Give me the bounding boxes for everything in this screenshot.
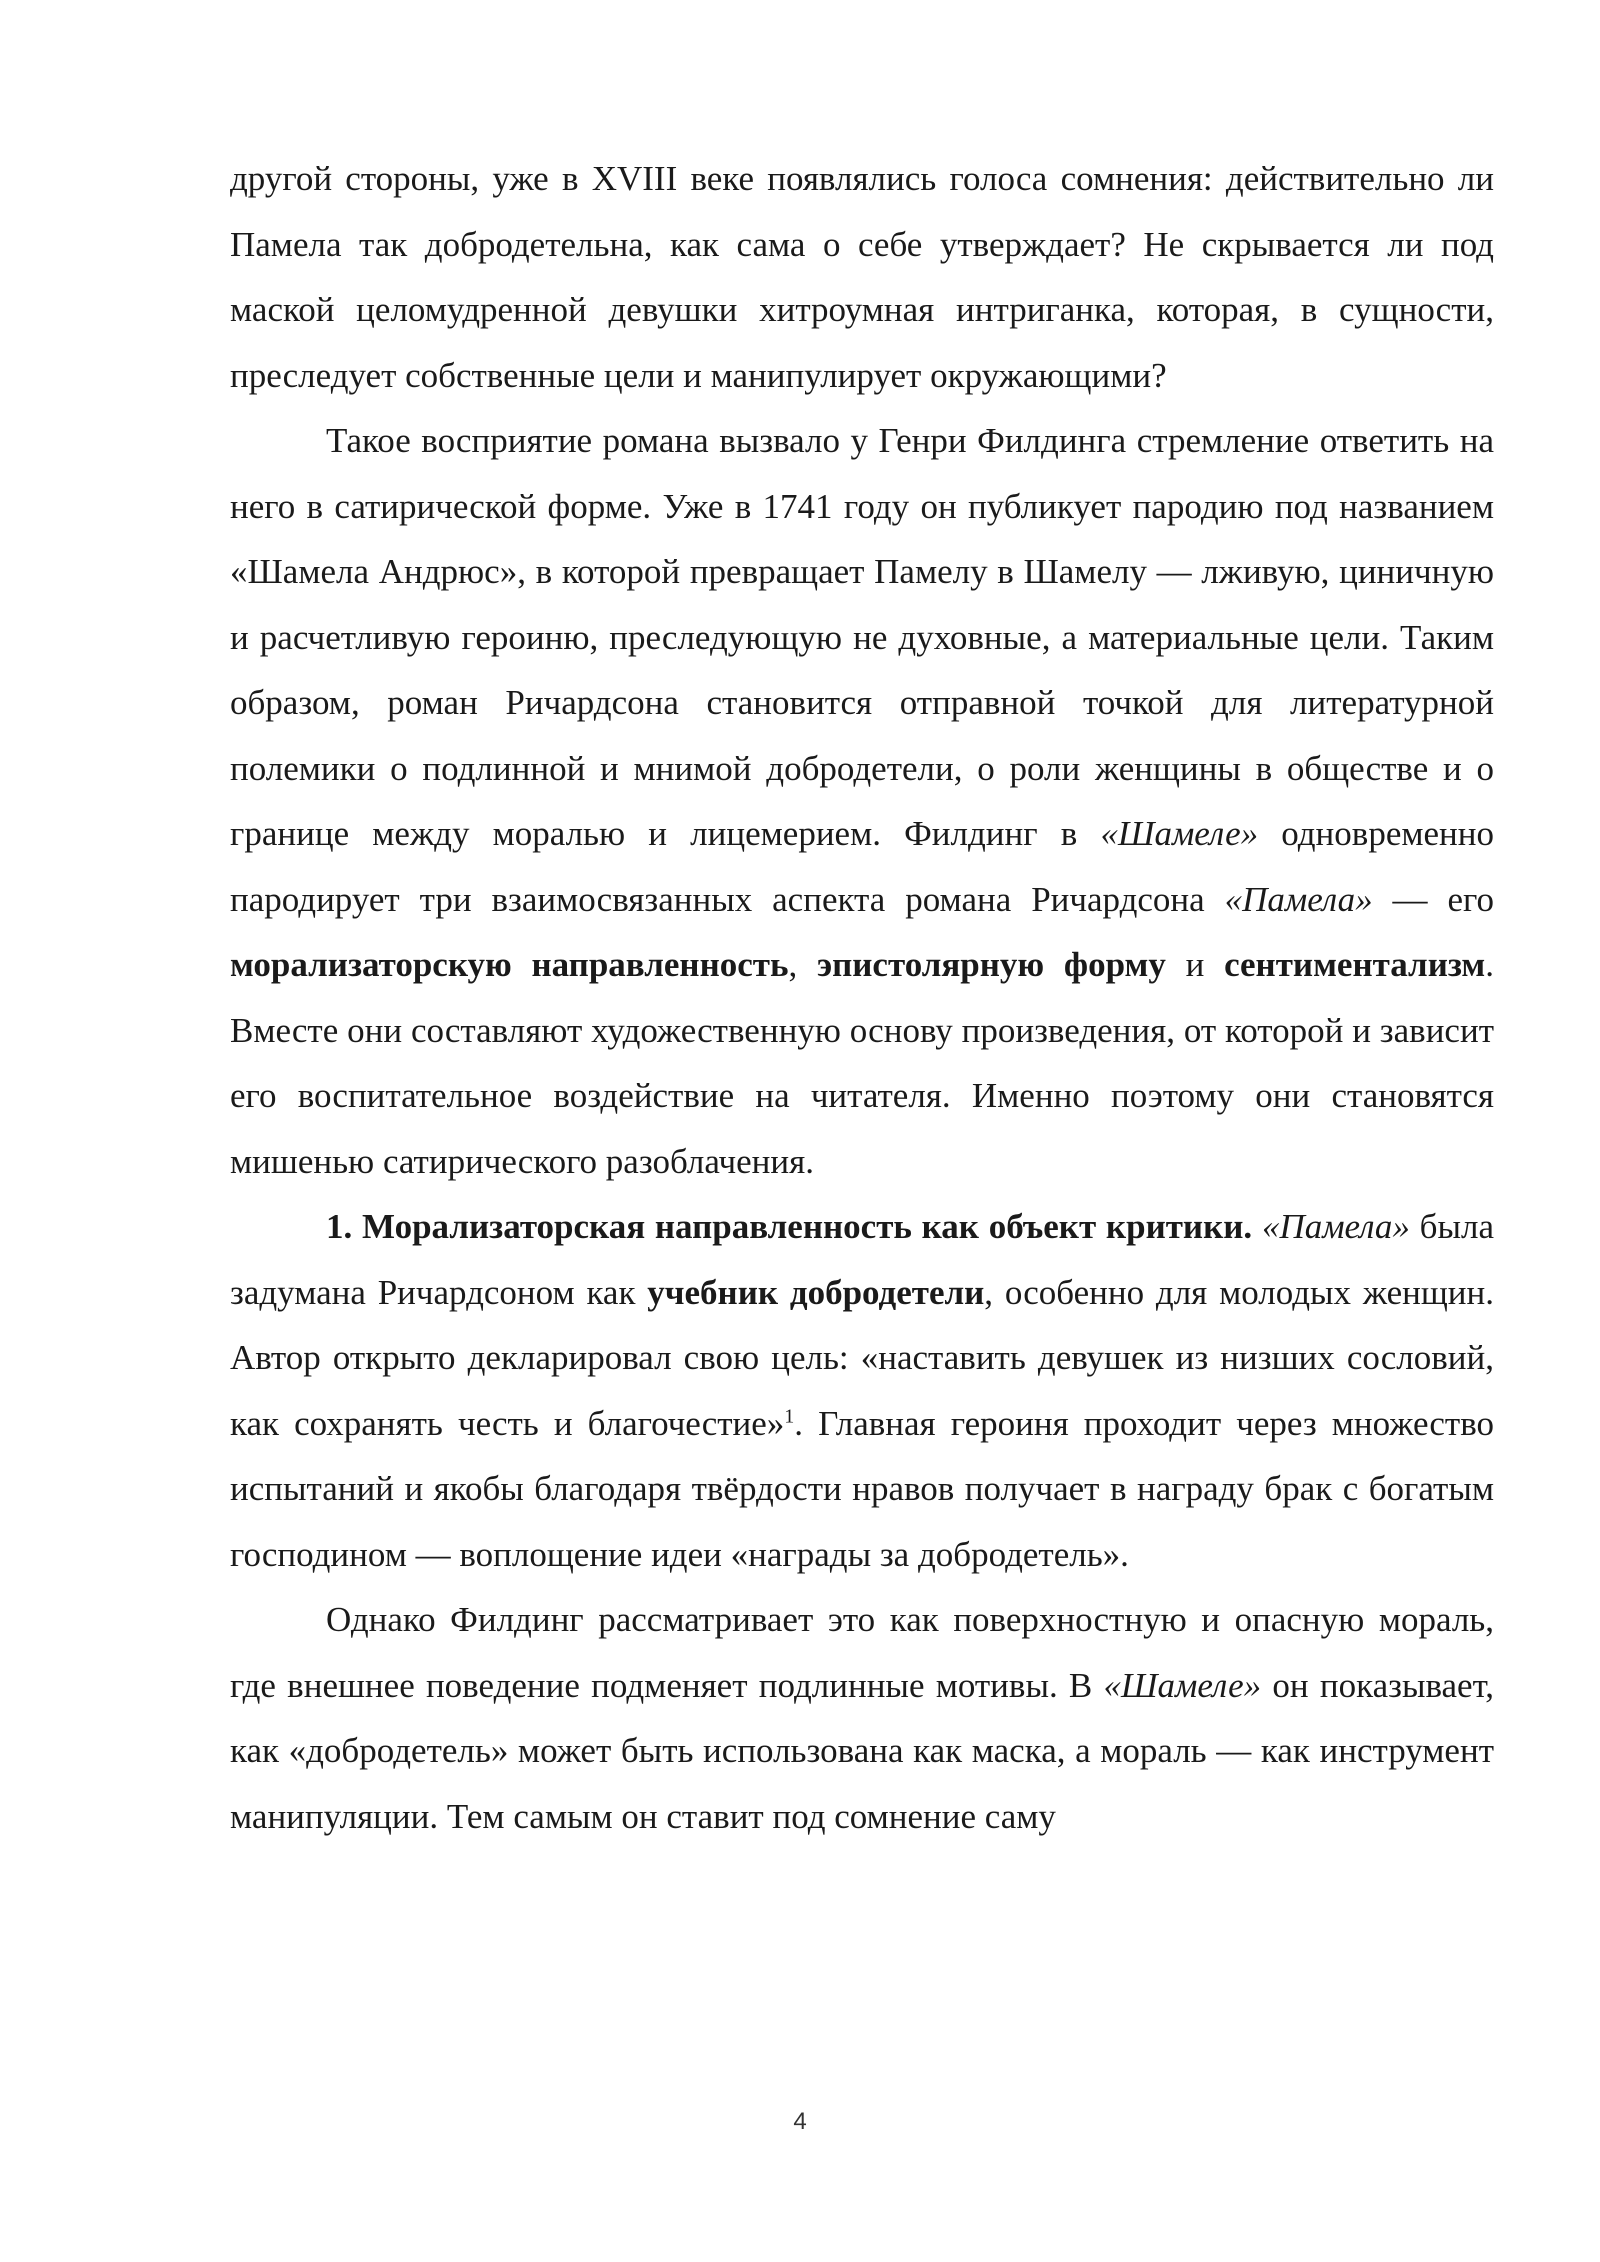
- italic-text: «Памела»: [1224, 879, 1373, 919]
- text-run: . Вместе они составляют художественную основу произведения, от которой и зависит его воспитательное воздействие на читателя. Именно поэтому они становятся мишенью сатирического разоблачения.: [230, 945, 1495, 1181]
- body-text: [230, 146, 1494, 1849]
- bold-text: 1. Морализаторская направленность как объект критики.: [326, 1207, 1253, 1246]
- text-run: другой стороны, уже в XVIII веке появлялись голоса сомнения: действительно ли Памела так добродетельна, как сама о себе утверждает? Не скрывается ли под маской целомудренной девушки хитроумная интриганка, которая, в сущности, преследует собственные цели и манипулирует окружающими?: [230, 159, 1494, 395]
- bold-text: учебник добродетели: [647, 1272, 985, 1312]
- page-number: 4: [793, 2108, 807, 2135]
- text-run: он показывает, как «добродетель» может быть использована как маска, а мораль — как инструмент манипуляции. Тем самым он ставит под сомнение саму: [230, 1665, 1495, 1836]
- italic-text: «Шамеле»: [1103, 1665, 1262, 1705]
- paragraph: [230, 1587, 1494, 1849]
- text-run: . Главная героиня проходит через множество испытаний и якобы благодаря твёрдости нравов получает в награду брак с богатым господином — воплощение идеи «награды за добродетель».: [230, 1403, 1494, 1574]
- footnote-marker: 1: [784, 1404, 795, 1427]
- text-run: одновременно пародирует три взаимосвязанных аспекта романа Ричардсона: [230, 814, 1494, 919]
- bold-text: морализаторскую направленность: [230, 945, 789, 984]
- text-run: — его: [1372, 879, 1494, 919]
- italic-text: «Памела»: [1261, 1207, 1410, 1246]
- italic-text: «Шамеле»: [1100, 814, 1259, 853]
- text-run: ,: [788, 945, 817, 984]
- paragraph: [230, 146, 1494, 408]
- text-run: была задумана Ричардсоном как: [230, 1207, 1494, 1312]
- text-run: , особенно для молодых женщин. Автор открыто декларировал свою цель: «наставить девушек из низших сословий, как сохранять честь и благочестие»: [230, 1272, 1495, 1443]
- text-run: [1252, 1207, 1262, 1246]
- paragraph: [230, 408, 1494, 1194]
- text-run: Такое восприятие романа вызвало у Генри Филдинга стремление ответить на него в сатирической форме. Уже в 1741 году он публикует пародию под названием «Шамела Андрюс», в которой превращает Памелу в Шамелу — лживую, циничную и расчетливую героиню, преследующую не духовные, а материальные цели. Таким образом, роман Ричардсона становится отправной точкой для литературной полемики о подлинной и мнимой добродетели, о роли женщины в обществе и о границе между моралью и лицемерием. Филдинг в: [230, 421, 1494, 853]
- text-run: Однако Филдинг рассматривает это как поверхностную и опасную мораль, где внешнее поведение подменяет подлинные мотивы. В: [230, 1600, 1494, 1705]
- paragraph: [230, 1194, 1494, 1587]
- bold-text: сентиментализм: [1224, 945, 1486, 984]
- bold-text: эпистолярную форму: [816, 945, 1166, 984]
- text-run: и: [1165, 945, 1225, 984]
